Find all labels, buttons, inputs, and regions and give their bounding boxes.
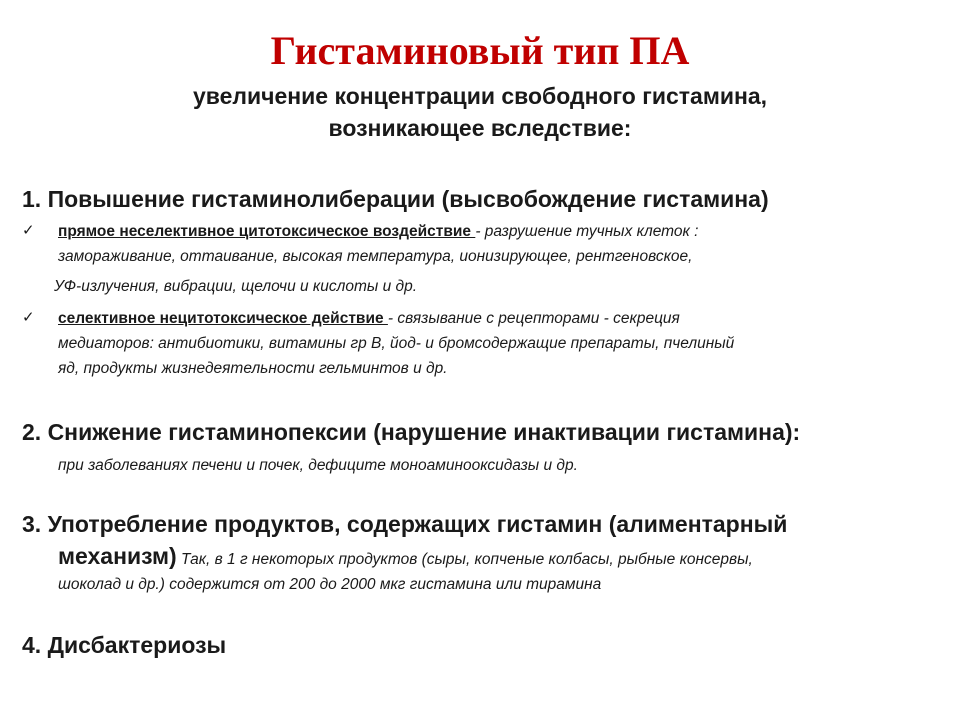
point-1-item-2 [22,306,922,384]
item-1-line-3: УФ-излучения, вибрации, щелочи и кислоты и др. [54,278,418,295]
item-1-line-1 [58,219,938,244]
point-2-heading: 2. Снижение гистаминопексии (нарушение инактивации гистамина): [22,419,801,445]
point-3-heading-mechanism: механизм) [58,543,177,569]
item-1-term: прямое неселективное цитотоксическое воздействие [58,223,476,240]
point-3-heading-line-1: 3. Употребление продуктов, содержащих гистамин (алиментарный [22,511,788,537]
slide-subtitle [60,80,900,144]
point-3-note-inline: Так, в 1 г некоторых продуктов (сыры, копченые колбасы, рыбные консервы, [176,551,753,568]
item-1-text-1: - разрушение тучных клеток : [475,223,699,240]
item-2-line-2: медиаторов: антибиотики, витамины гр В, йод- и бромсодержащие препараты, пчелиный [58,335,735,352]
subtitle-line-1: увеличение концентрации свободного гистамина, [192,83,768,109]
point-3-heading-line-2 [58,540,753,576]
item-1-line-2: замораживание, оттаивание, высокая температура, ионизирующее, рентгеновское, [58,248,693,265]
item-2-text-1: - связывание с рецепторами - секреция [387,310,680,327]
slide-title: Гистаминовый тип ПА [270,28,690,73]
subtitle-line-2: возникающее вследствие: [328,115,632,141]
point-4-heading: 4. Дисбактериозы [22,632,227,658]
item-2-line-3: яд, продукты жизнедеятельности гельминтов и др. [58,360,448,377]
checkmark-icon: ✓ [22,309,35,326]
item-2-term: селективное нецитотоксическое действие [58,310,388,327]
point-1-heading: 1. Повышение гистаминолиберации (высвобождение гистамина) [22,186,769,212]
point-2-note: при заболеваниях печени и почек, дефиците моноаминооксидазы и др. [58,457,578,474]
point-1-item-1 [22,219,922,299]
point-3-note-line-2: шоколад и др.) содержится от 200 до 2000 мкг гистамина или тирамина [58,576,602,593]
item-2-line-1 [58,306,938,331]
checkmark-icon: ✓ [22,222,35,239]
